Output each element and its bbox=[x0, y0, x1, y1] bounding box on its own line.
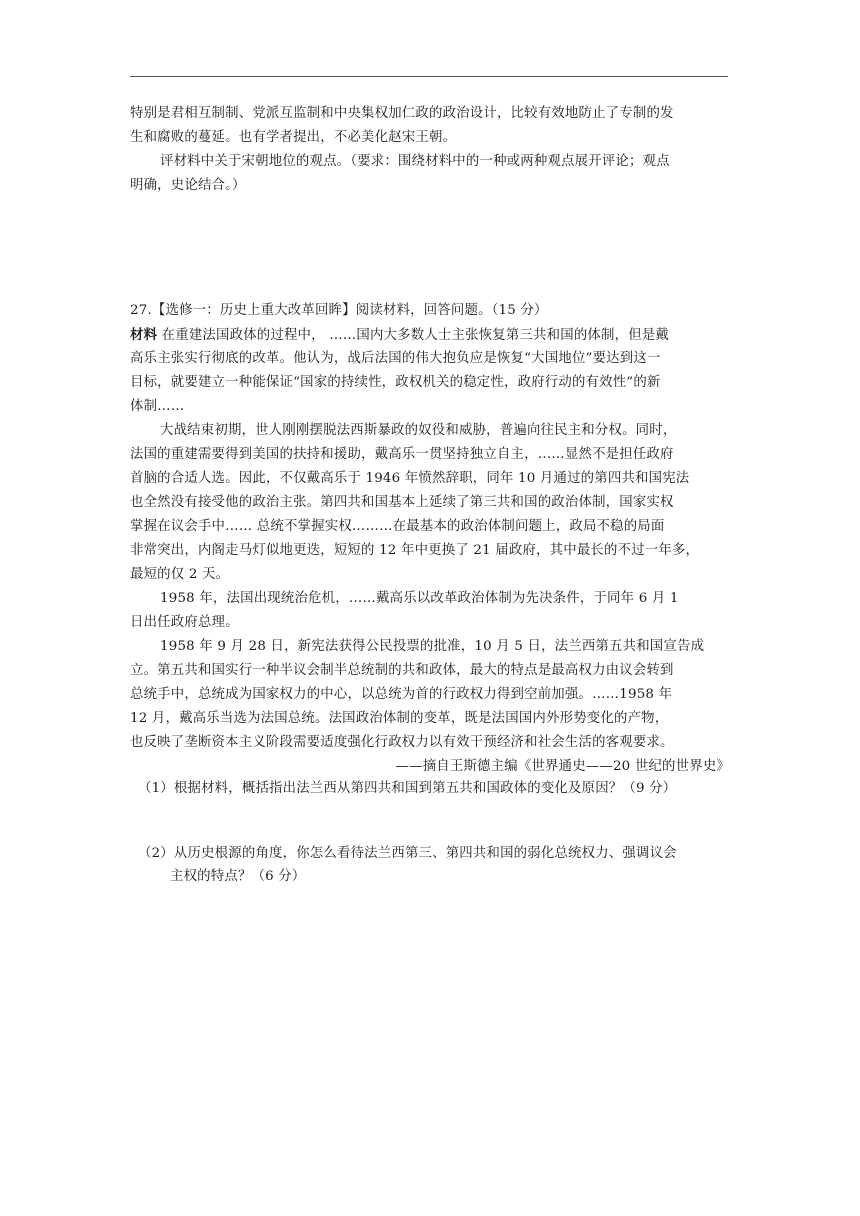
passage-line: 特别是君相互制制、党派互监制和中央集权加仁政的政治设计，比较有效地防止了专制的发 bbox=[130, 106, 674, 121]
material-line: 也全然没有接受他的政治主张。第四共和国基本上延续了第三共和国的政治体制，国家实权 bbox=[130, 495, 674, 510]
question-2-cont: 主权的特点？（6 分） bbox=[170, 869, 306, 884]
material-line: 体制…… bbox=[130, 399, 185, 414]
question-2: （2）从历史根源的角度，你怎么看待法兰西第三、第四共和国的弱化总统权力、强调议会 bbox=[138, 846, 677, 861]
material-line bbox=[130, 324, 730, 347]
question-1: （1）根据材料，概括指出法兰西从第四共和国到第五共和国政体的变化及原因？（9 分） bbox=[138, 781, 677, 796]
material-line: 目标，就要建立一种能保证“国家的持续性，政权机关的稳定性，政府行动的有效性”的新 bbox=[130, 375, 661, 390]
header-rule bbox=[130, 76, 728, 77]
material-line: 法国的重建需要得到美国的扶持和援助，戴高乐一贯坚持独立自主，……显然不是担任政府 bbox=[130, 447, 674, 462]
material-line: 非常突出，内阁走马灯似地更迭，短短的 12 年中更换了 21 届政府，其中最长的不过一年多， bbox=[130, 543, 700, 558]
material-line: 大战结束初期，世人刚刚摆脱法西斯暴政的奴役和威胁，普遍向往民主和分权。同时， bbox=[160, 423, 677, 438]
material-line: 掌握在议会手中…… 总统不掌握实权………在最基本的政治体制问题上，政局不稳的局面 bbox=[130, 519, 665, 534]
material-line: 1958 年，法国出现统治危机，……戴高乐以改革政治体制为先决条件，于同年 6 月 1 bbox=[160, 591, 679, 606]
task-line: 评材料中关于宋朝地位的观点。（要求：围绕材料中的一种或两种观点展开评论；观点 bbox=[160, 154, 670, 169]
source-citation: ——摘自王斯德主编《世界通史——20 世纪的世界史》 bbox=[395, 759, 730, 774]
material-line: 日出任政府总理。 bbox=[130, 615, 239, 630]
material-label: 材料 bbox=[130, 327, 158, 343]
task-line: 明确，史论结合。） bbox=[130, 178, 246, 193]
material-line: 总统手中，总统成为国家权力的中心，以总统为首的行政权力得到空前加强。……1958 年 bbox=[130, 687, 673, 702]
material-text: 在重建法国政体的过程中， ……国内大多数人士主张恢复第三共和国的体制，但是戴 bbox=[161, 328, 669, 343]
material-line: 立。第五共和国实行一种半议会制半总统制的共和政体，最大的特点是最高权力由议会转到 bbox=[130, 663, 674, 678]
question-27-title: 27.【选修一：历史上重大改革回眸】阅读材料，回答问题。（15 分） bbox=[130, 303, 548, 318]
material-line: 高乐主张实行彻底的改革。他认为，战后法国的伟大抱负应是恢复“大国地位”要达到这一 bbox=[130, 351, 661, 366]
material-line: 也反映了垄断资本主义阶段需要适度强化行政权力以有效干预经济和社会生活的客观要求。 bbox=[130, 735, 674, 750]
passage-line: 生和腐败的蔓延。也有学者提出，不必美化赵宋王朝。 bbox=[130, 130, 457, 145]
material-line: 12 月，戴高乐当选为法国总统。法国政治体制的变革，既是法国国内外形势变化的产物， bbox=[130, 711, 669, 726]
material-line: 1958 年 9 月 28 日，新宪法获得公民投票的批准，10 月 5 日，法兰西第五共和国宣告成 bbox=[160, 639, 705, 654]
material-line: 首脑的合适人选。因此，不仅戴高乐于 1946 年愤然辞职，同年 10 月通过的第四共和国宪法 bbox=[130, 471, 690, 486]
material-line: 最短的仅 2 天。 bbox=[130, 567, 230, 582]
